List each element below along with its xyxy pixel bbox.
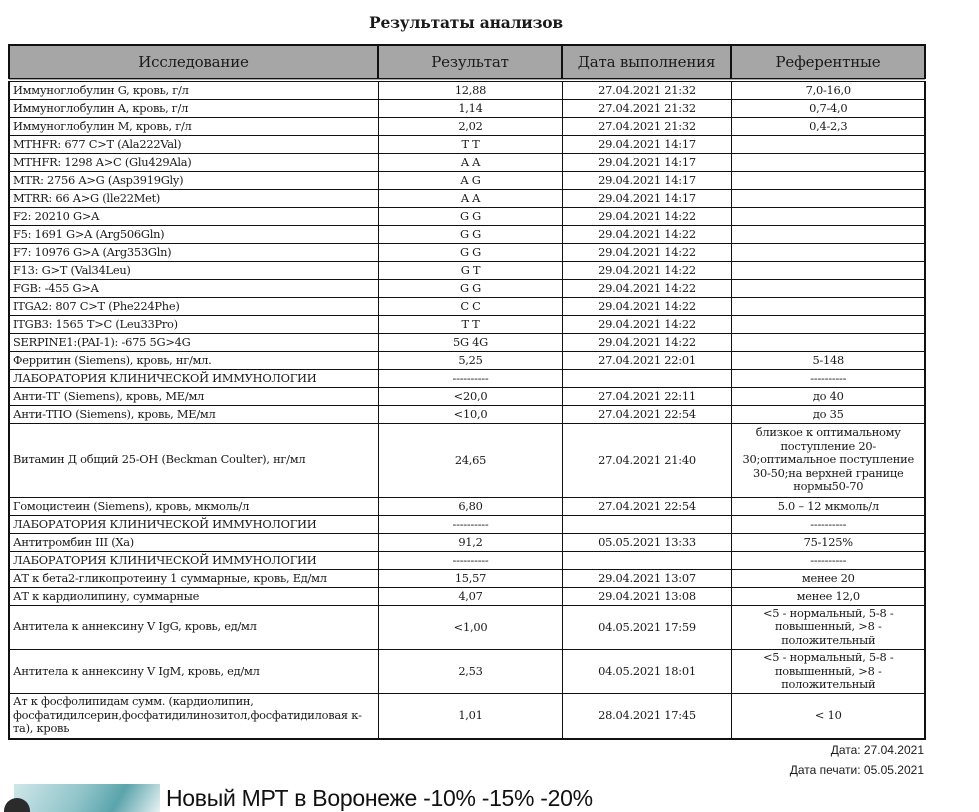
- cell-result: 1,14: [378, 100, 562, 118]
- cell-date: 29.04.2021 14:17: [562, 172, 731, 190]
- table-row: [9, 534, 925, 552]
- cell-date: 29.04.2021 14:22: [562, 262, 731, 280]
- table-row: [9, 100, 925, 118]
- cell-date: 29.04.2021 14:17: [562, 154, 731, 172]
- report-date: Дата: 27.04.2021: [830, 742, 924, 757]
- cell-reference: [731, 136, 925, 154]
- cell-test-name: Антитромбин III (Ха): [9, 534, 378, 552]
- cell-result: A G: [378, 172, 562, 190]
- cell-date: 27.04.2021 21:32: [562, 118, 731, 136]
- cell-test-name: FGB: -455 G>A: [9, 280, 378, 298]
- cell-date: 29.04.2021 14:17: [562, 136, 731, 154]
- cell-result: <10,0: [378, 406, 562, 424]
- table-row: [9, 694, 925, 739]
- table-row: [9, 552, 925, 570]
- cell-result: 2,02: [378, 118, 562, 136]
- cell-reference: 7,0-16,0: [731, 80, 925, 100]
- table-row: [9, 424, 925, 498]
- table-row: [9, 280, 925, 298]
- cell-reference: [731, 262, 925, 280]
- cell-result: T T: [378, 136, 562, 154]
- table-body: [9, 80, 925, 739]
- column-header-reference: Референтные: [731, 45, 925, 80]
- cell-test-name: Анти-ТПО (Siemens), кровь, МЕ/мл: [9, 406, 378, 424]
- cell-date: 05.05.2021 13:33: [562, 534, 731, 552]
- table-row: [9, 334, 925, 352]
- cell-test-name: ЛАБОРАТОРИЯ КЛИНИЧЕСКОЙ ИММУНОЛОГИИ: [9, 552, 378, 570]
- cell-result: 1,01: [378, 694, 562, 739]
- cell-date: 28.04.2021 17:45: [562, 694, 731, 739]
- cell-reference: менее 12,0: [731, 588, 925, 606]
- cell-reference: [731, 280, 925, 298]
- cell-date: 29.04.2021 14:22: [562, 208, 731, 226]
- cell-result: 12,88: [378, 80, 562, 100]
- page-title: Результаты анализов: [368, 13, 564, 32]
- cell-result: 5G 4G: [378, 334, 562, 352]
- cell-date: [562, 516, 731, 534]
- cell-result: 5,25: [378, 352, 562, 370]
- ad-banner[interactable]: [0, 784, 700, 812]
- cell-test-name: ЛАБОРАТОРИЯ КЛИНИЧЕСКОЙ ИММУНОЛОГИИ: [9, 516, 378, 534]
- table-row: [9, 516, 925, 534]
- cell-date: 29.04.2021 14:22: [562, 316, 731, 334]
- cell-test-name: F5: 1691 G>A (Arg506Gln): [9, 226, 378, 244]
- cell-test-name: Антитела к аннексину V IgG, кровь, ед/мл: [9, 606, 378, 650]
- table-row: [9, 406, 925, 424]
- cell-date: 29.04.2021 13:07: [562, 570, 731, 588]
- table-row: [9, 226, 925, 244]
- table-row: [9, 606, 925, 650]
- cell-date: 27.04.2021 22:01: [562, 352, 731, 370]
- column-header-date: Дата выполнения: [562, 45, 731, 80]
- cell-date: 29.04.2021 14:22: [562, 226, 731, 244]
- cell-result: G G: [378, 244, 562, 262]
- cell-test-name: Иммуноглобулин M, кровь, г/л: [9, 118, 378, 136]
- cell-test-name: Ат к фосфолипидам сумм. (кардиолипин, фосфатидилсерин,фосфатидилинозитол,фосфатидиловая к-та), кровь: [9, 694, 378, 739]
- cell-date: 27.04.2021 22:54: [562, 498, 731, 516]
- table-row: [9, 298, 925, 316]
- cell-reference: [731, 154, 925, 172]
- cell-result: 15,57: [378, 570, 562, 588]
- cell-test-name: SERPINE1:(PAI-1): -675 5G>4G: [9, 334, 378, 352]
- cell-test-name: Иммуноглобулин G, кровь, г/л: [9, 80, 378, 100]
- table-row: [9, 208, 925, 226]
- table-row: [9, 80, 925, 100]
- cell-result: <1,00: [378, 606, 562, 650]
- column-header-result: Результат: [378, 45, 562, 80]
- table-row: [9, 118, 925, 136]
- cell-reference: <5 - нормальный, 5-8 - повышенный, >8 - положительный: [731, 650, 925, 694]
- cell-date: 29.04.2021 13:08: [562, 588, 731, 606]
- cell-reference: 0,7-4,0: [731, 100, 925, 118]
- cell-test-name: MTR: 2756 A>G (Asp3919Gly): [9, 172, 378, 190]
- cell-reference: [731, 226, 925, 244]
- cell-result: G T: [378, 262, 562, 280]
- cell-result: G G: [378, 226, 562, 244]
- cell-reference: < 10: [731, 694, 925, 739]
- cell-date: 29.04.2021 14:22: [562, 244, 731, 262]
- cell-test-name: F7: 10976 G>A (Arg353Gln): [9, 244, 378, 262]
- cell-test-name: ЛАБОРАТОРИЯ КЛИНИЧЕСКОЙ ИММУНОЛОГИИ: [9, 370, 378, 388]
- cell-reference: [731, 208, 925, 226]
- cell-reference: <5 - нормальный, 5-8 - повышенный, >8 - положительный: [731, 606, 925, 650]
- cell-result: 91,2: [378, 534, 562, 552]
- cell-result: ----------: [378, 516, 562, 534]
- cell-test-name: MTHFR: 1298 A>C (Glu429Ala): [9, 154, 378, 172]
- cell-test-name: АТ к бета2-гликопротеину 1 суммарные, кровь, Ед/мл: [9, 570, 378, 588]
- cell-reference: 0,4-2,3: [731, 118, 925, 136]
- cell-test-name: F2: 20210 G>A: [9, 208, 378, 226]
- cell-reference: [731, 316, 925, 334]
- cell-reference: 5-148: [731, 352, 925, 370]
- table-row: [9, 570, 925, 588]
- table-row: [9, 650, 925, 694]
- cell-reference: ----------: [731, 552, 925, 570]
- table-row: [9, 154, 925, 172]
- cell-test-name: ITGB3: 1565 T>C (Leu33Pro): [9, 316, 378, 334]
- cell-date: [562, 370, 731, 388]
- ad-title-link[interactable]: Новый МРТ в Воронеже -10% -15% -20%: [166, 784, 593, 811]
- cell-reference: ----------: [731, 370, 925, 388]
- table-row: [9, 588, 925, 606]
- table-row: [9, 388, 925, 406]
- cell-result: ----------: [378, 370, 562, 388]
- cell-result: A A: [378, 190, 562, 208]
- table-row: [9, 244, 925, 262]
- cell-result: T T: [378, 316, 562, 334]
- cell-reference: [731, 244, 925, 262]
- cell-test-name: ITGA2: 807 C>T (Phe224Phe): [9, 298, 378, 316]
- cell-reference: до 40: [731, 388, 925, 406]
- table-header-row: [9, 45, 925, 80]
- print-date: Дата печати: 05.05.2021: [789, 762, 924, 777]
- cell-date: 27.04.2021 21:32: [562, 100, 731, 118]
- cell-result: G G: [378, 208, 562, 226]
- cell-date: 04.05.2021 17:59: [562, 606, 731, 650]
- cell-test-name: Анти-ТГ (Siemens), кровь, МЕ/мл: [9, 388, 378, 406]
- cell-date: 27.04.2021 21:40: [562, 424, 731, 498]
- cell-reference: [731, 334, 925, 352]
- cell-date: 27.04.2021 21:32: [562, 80, 731, 100]
- cell-test-name: MTHFR: 677 C>T (Ala222Val): [9, 136, 378, 154]
- cell-test-name: Антитела к аннексину V IgM, кровь, ед/мл: [9, 650, 378, 694]
- cell-date: 29.04.2021 14:22: [562, 280, 731, 298]
- table-row: [9, 262, 925, 280]
- cell-test-name: Иммуноглобулин A, кровь, г/л: [9, 100, 378, 118]
- table-row: [9, 172, 925, 190]
- results-table: [8, 44, 926, 740]
- cell-result: A A: [378, 154, 562, 172]
- cell-date: 04.05.2021 18:01: [562, 650, 731, 694]
- cell-date: [562, 552, 731, 570]
- cell-reference: ----------: [731, 516, 925, 534]
- cell-result: 24,65: [378, 424, 562, 498]
- cell-result: G G: [378, 280, 562, 298]
- mri-machine-image-icon[interactable]: [14, 784, 160, 812]
- cell-reference: 75-125%: [731, 534, 925, 552]
- cell-test-name: MTRR: 66 A>G (lle22Met): [9, 190, 378, 208]
- cell-reference: [731, 172, 925, 190]
- table-row: [9, 136, 925, 154]
- cell-reference: близкое к оптимальному поступление 20-30;оптимальное поступление 30-50;на верхней границе нормы50-70: [731, 424, 925, 498]
- cell-result: 4,07: [378, 588, 562, 606]
- cell-date: 27.04.2021 22:11: [562, 388, 731, 406]
- cell-reference: до 35: [731, 406, 925, 424]
- cell-test-name: Витамин Д общий 25-OH (Beckman Coulter), нг/мл: [9, 424, 378, 498]
- cell-reference: 5.0 – 12 мкмоль/л: [731, 498, 925, 516]
- cell-reference: [731, 190, 925, 208]
- cell-test-name: F13: G>T (Val34Leu): [9, 262, 378, 280]
- cell-result: C C: [378, 298, 562, 316]
- table-row: [9, 370, 925, 388]
- cell-reference: менее 20: [731, 570, 925, 588]
- cell-test-name: Ферритин (Siemens), кровь, нг/мл.: [9, 352, 378, 370]
- cell-result: 6,80: [378, 498, 562, 516]
- cell-result: ----------: [378, 552, 562, 570]
- cell-date: 29.04.2021 14:17: [562, 190, 731, 208]
- cell-result: 2,53: [378, 650, 562, 694]
- cell-test-name: АТ к кардиолипину, суммарные: [9, 588, 378, 606]
- table-row: [9, 316, 925, 334]
- cell-date: 29.04.2021 14:22: [562, 298, 731, 316]
- cell-reference: [731, 298, 925, 316]
- cell-test-name: Гомоцистеин (Siemens), кровь, мкмоль/л: [9, 498, 378, 516]
- cell-result: <20,0: [378, 388, 562, 406]
- column-header-test: Исследование: [9, 45, 378, 80]
- table-row: [9, 352, 925, 370]
- cell-date: 27.04.2021 22:54: [562, 406, 731, 424]
- cell-date: 29.04.2021 14:22: [562, 334, 731, 352]
- table-row: [9, 190, 925, 208]
- table-row: [9, 498, 925, 516]
